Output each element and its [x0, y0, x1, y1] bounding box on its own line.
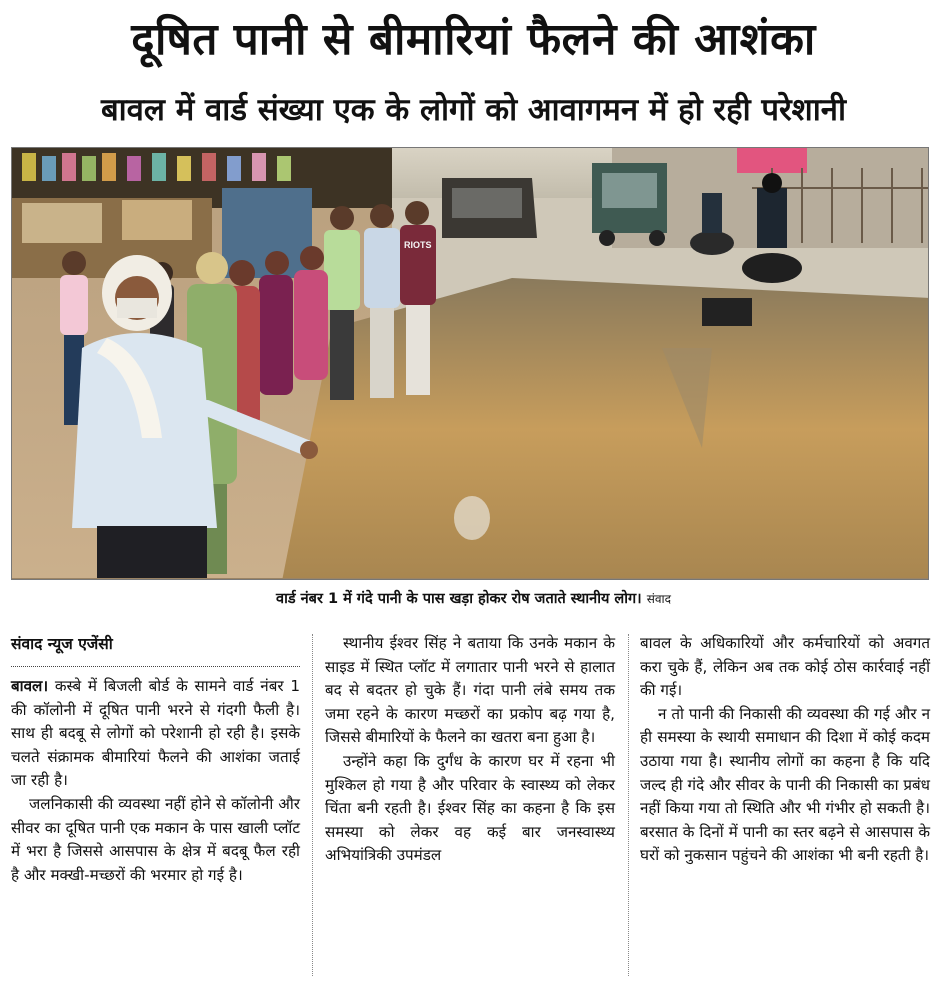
news-photo — [11, 147, 929, 580]
subheadline: बावल में वार्ड संख्या एक के लोगों को आवागमन में हो रही परेशानी — [100, 92, 847, 128]
article-column-2 — [325, 632, 615, 868]
agency-byline: संवाद न्यूज एजेंसी — [11, 632, 300, 667]
paragraph: स्थानीय ईश्वर सिंह ने बताया कि उनके मकान के साइड में स्थित प्लॉट में लगातार पानी भरने से हालात बद से बदतर हो चुके हैं। गंदा पानी लंबे समय तक जमा रहने के कारण मच्छरों का प्रकोप बढ़ गया है, जिससे बीमारियों के फैलने का खतरा बना हुआ है। — [325, 634, 615, 747]
paragraph: जलनिकासी की व्यवस्था नहीं होने से कॉलोनी और सीवर का दूषित पानी एक मकान के पास खाली प्लॉट में भरा है जिससे आसपास के क्षेत्र में बदबू फैल रही है और मक्खी-मच्छरों की भरमार हो गई है। — [11, 794, 300, 884]
dateline: बावल। — [11, 677, 49, 695]
column-divider — [312, 634, 313, 976]
paragraph: उन्होंने कहा कि दुर्गंध के कारण घर में रहना भी मुश्किल हो गया है और परिवार के स्वास्थ्य को लेकर चिंता बनी रहती है। ईश्वर सिंह का कहना है कि इस समस्या को लेकर वह कई बार जनस्वास्थ्य अभियांत्रिकी उपमंडल — [325, 751, 615, 865]
headline: दूषित पानी से बीमारियां फैलने की आशंका — [131, 14, 816, 65]
article-column-3 — [640, 632, 930, 868]
paragraph: न तो पानी की निकासी की व्यवस्था की गई और न ही समस्या के स्थायी समाधान की दिशा में कोई कदम उठाया गया है। स्थानीय लोगों का कहना है कि यदि जल्द ही गंदे और सीवर के पानी की निकासी का प्रबंध नहीं किया गया तो स्थिति और भी गंभीर हो सकती है। बरसात के दिनों में पानी का स्तर बढ़ने से आसपास के घरों को नुकसान पहुंचने की आशंका भी बनी रहती है। — [640, 704, 930, 865]
photo-caption — [0, 588, 947, 610]
column-divider — [628, 634, 629, 976]
shirt-print-text: RIOTS — [404, 240, 432, 250]
caption-text: वार्ड नंबर 1 में गंदे पानी के पास खड़ा होकर रोष जताते स्थानीय लोग। — [276, 591, 642, 607]
paragraph — [11, 675, 300, 793]
paragraph-text: कस्बे में बिजली बोर्ड के सामने वार्ड नंबर 1 की कॉलोनी में दूषित पानी भरने से गंदगी फैली है। साथ ही बदबू से लोगों को परेशानी हो रही है। इसके चलते संक्रामक बीमारियां फैलने की आशंका जताई जा रही है। — [11, 677, 300, 790]
article-column-1 — [11, 632, 300, 887]
paragraph: बावल के अधिकारियों और कर्मचारियों को अवगत करा चुके हैं, लेकिन अब तक कोई ठोस कार्रवाई नहीं की गई। — [640, 634, 930, 700]
photo-credit: संवाद — [646, 592, 671, 606]
